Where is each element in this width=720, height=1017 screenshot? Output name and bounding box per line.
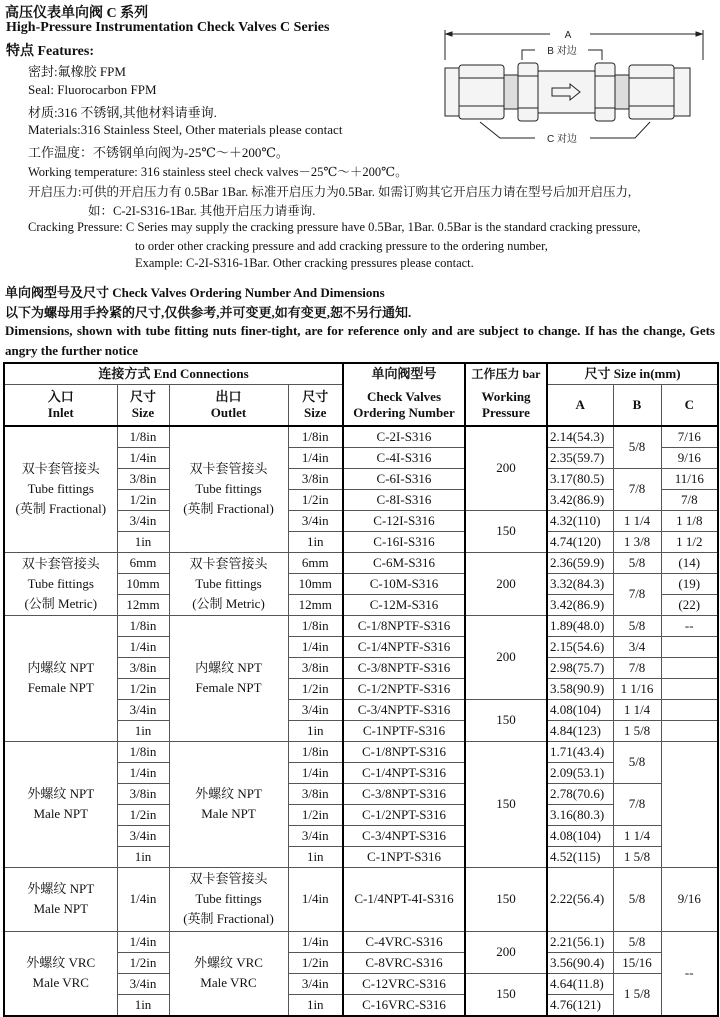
dim-a: 2.15(54.6) [547, 636, 613, 657]
dim-a: 4.32(110) [547, 510, 613, 531]
dim-c: 1 1/2 [661, 531, 718, 552]
inlet-size: 1/4in [117, 867, 169, 931]
outlet-type-female-npt [169, 615, 288, 741]
dim-c-empty [661, 699, 718, 720]
dim-b: 5/8 [613, 741, 661, 783]
ordering-number: C-8VRC-S316 [343, 952, 465, 973]
inlet-size: 1in [117, 531, 169, 552]
inlet-type-en: Female NPT [27, 680, 94, 695]
ordering-number: C-1/2NPT-S316 [343, 804, 465, 825]
inlet-size: 3/8in [117, 468, 169, 489]
dim-b: 5/8 [613, 552, 661, 573]
outlet-size: 3/4in [288, 973, 343, 994]
ordering-number: C-2I-S316 [343, 426, 465, 448]
inlet-size: 1/8in [117, 615, 169, 636]
dim-b: 1 5/8 [613, 973, 661, 1016]
title-cn: 高压仪表单向阀 C 系列 [5, 6, 149, 21]
inlet-type-en1: Tube fittings [27, 481, 94, 496]
inlet-size: 1/4in [117, 636, 169, 657]
inlet-type-en2: (公制 Metric) [24, 595, 98, 611]
ordering-number: C-6I-S316 [343, 468, 465, 489]
dim-c-header: C [661, 385, 718, 426]
inlet-size: 1/4in [117, 447, 169, 468]
inlet-size: 1/4in [117, 931, 169, 952]
dim-c: 11/16 [661, 468, 718, 489]
dim-c: 1 1/8 [661, 510, 718, 531]
pressure-header-cn: 工作压力 bar [465, 363, 547, 385]
inlet-header [4, 385, 117, 426]
table-row [4, 552, 718, 573]
ordering-number: C-12I-S316 [343, 510, 465, 531]
ordering-number: C-1/8NPT-S316 [343, 741, 465, 762]
ordering-number: C-1/4NPT-4I-S316 [343, 867, 465, 931]
outlet-size: 12mm [288, 594, 343, 615]
ordering-number: C-10M-S316 [343, 573, 465, 594]
cracking-en-1: Cracking Pressure: C Series may supply the cracking pressure have 0.5Bar, 1Bar. 0.5Bar is the standard cracking pressure, [28, 220, 641, 234]
dim-b: 1 1/4 [613, 825, 661, 846]
outlet-type-cn: 双卡套管接头 [189, 461, 268, 476]
dim-c-empty [661, 741, 718, 867]
dim-c: 7/8 [661, 489, 718, 510]
dim-a: 2.14(54.3) [547, 426, 613, 448]
outlet-type-cn: 双卡套管接头 [189, 871, 268, 886]
pressure-header [465, 385, 547, 426]
dim-c: (22) [661, 594, 718, 615]
dim-a: 4.74(120) [547, 531, 613, 552]
dim-a: 3.56(90.4) [547, 952, 613, 973]
inlet-type-female-npt [4, 615, 117, 741]
working-pressure: 150 [465, 973, 547, 1016]
dim-c: (14) [661, 552, 718, 573]
material-cn: 材质:316 不锈钢,其他材料请垂询. [28, 105, 217, 120]
inlet-type-fractional [4, 426, 117, 553]
pressure-header-en2: Pressure [482, 404, 530, 420]
dim-c-empty [661, 636, 718, 657]
dim-a: 2.09(53.1) [547, 762, 613, 783]
outlet-size: 3/4in [288, 510, 343, 531]
inlet-size: 1/2in [117, 952, 169, 973]
order-header-en2: Ordering Number [353, 404, 455, 420]
inlet-size: 3/8in [117, 783, 169, 804]
outlet-type-en1: Tube fittings [195, 481, 262, 496]
ordering-number: C-3/4NPTF-S316 [343, 699, 465, 720]
inlet-size: 6mm [117, 552, 169, 573]
inlet-size: 1/8in [117, 741, 169, 762]
outlet-size: 1/2in [288, 804, 343, 825]
dim-a: 4.52(115) [547, 846, 613, 867]
outlet-size: 1/4in [288, 636, 343, 657]
inlet-type-male-npt [4, 867, 117, 931]
dim-c: 9/16 [661, 867, 718, 931]
inlet-type-cn: 内螺纹 NPT [27, 660, 95, 675]
dim-a: 4.08(104) [547, 825, 613, 846]
outlet-size: 3/8in [288, 468, 343, 489]
dim-b: 5/8 [613, 867, 661, 931]
inlet-size: 1/2in [117, 678, 169, 699]
inlet-type-en2: (英制 Fractional) [15, 501, 107, 516]
outlet-size-header [288, 385, 343, 426]
dim-b: 3/4 [613, 636, 661, 657]
inlet-type-male-npt [4, 741, 117, 867]
inlet-type-cn: 外螺纹 NPT [27, 881, 95, 896]
features-label: 特点 Features: [6, 44, 94, 59]
dim-b: 1 5/8 [613, 720, 661, 741]
ordering-number: C-1/8NPTF-S316 [343, 615, 465, 636]
outlet-type-en: Female NPT [195, 680, 262, 695]
dim-b: 5/8 [613, 426, 661, 469]
ordering-number: C-1NPTF-S316 [343, 720, 465, 741]
inlet-type-male-vrc [4, 931, 117, 1016]
table-row [4, 867, 718, 931]
size-header-en: Size [304, 404, 327, 420]
inlet-type-en: Male NPT [33, 806, 89, 821]
inlet-size: 1in [117, 846, 169, 867]
dim-b: 1 5/8 [613, 846, 661, 867]
ordering-number: C-12VRC-S316 [343, 973, 465, 994]
size-header-cn: 尺寸 [302, 388, 329, 404]
dim-b-header: B [613, 385, 661, 426]
inlet-type-cn: 双卡套管接头 [21, 461, 100, 476]
dim-c: (19) [661, 573, 718, 594]
dim-b: 7/8 [613, 783, 661, 825]
inlet-header-en: Inlet [47, 404, 74, 420]
dim-a: 2.36(59.9) [547, 552, 613, 573]
dim-a: 3.58(90.9) [547, 678, 613, 699]
outlet-size: 3/4in [288, 825, 343, 846]
outlet-type-en: Male NPT [201, 806, 256, 821]
inlet-size: 1/2in [117, 804, 169, 825]
dim-c-empty [661, 720, 718, 741]
outlet-size: 3/8in [288, 783, 343, 804]
order-header-cn: 单向阀型号 [343, 363, 465, 385]
outlet-type-fractional [169, 867, 288, 931]
inlet-size: 1in [117, 994, 169, 1016]
pressure-header-en1: Working [481, 388, 531, 404]
ordering-number: C-1/2NPTF-S316 [343, 678, 465, 699]
inlet-size: 12mm [117, 594, 169, 615]
cracking-en-3: Example: C-2I-S316-1Bar. Other cracking pressures please contact. [135, 256, 474, 270]
dim-b: 7/8 [613, 468, 661, 510]
inlet-size: 1in [117, 720, 169, 741]
cracking-cn-2: 如：C-2I-S316-1Bar. 其他开启压力请垂询. [88, 204, 316, 218]
outlet-type-en2: (英制 Fractional) [183, 501, 274, 516]
outlet-type-en: Male VRC [200, 975, 257, 990]
outlet-size: 1/2in [288, 952, 343, 973]
seal-cn: 密封:氟橡胶 FPM [28, 64, 126, 79]
inlet-type-en1: Tube fittings [27, 575, 94, 591]
ordering-number: C-3/4NPT-S316 [343, 825, 465, 846]
temp-cn: 工作温度：不锈钢单向阀为-25℃～＋200℃。 [28, 145, 289, 160]
inlet-size: 3/4in [117, 825, 169, 846]
outlet-size: 1/4in [288, 867, 343, 931]
outlet-size: 1/8in [288, 741, 343, 762]
dim-c-empty [661, 678, 718, 699]
dimension-b-label: B 对边 [547, 46, 577, 57]
dim-b: 7/8 [613, 573, 661, 615]
dim-a: 4.76(121) [547, 994, 613, 1016]
title-en: High-Pressure Instrumentation Check Valves C Series [6, 20, 330, 35]
inlet-size: 1/8in [117, 426, 169, 448]
working-pressure: 150 [465, 867, 547, 931]
table-row [4, 615, 718, 636]
working-pressure: 200 [465, 552, 547, 615]
ordering-number: C-4I-S316 [343, 447, 465, 468]
inlet-size: 3/4in [117, 699, 169, 720]
outlet-size: 1/2in [288, 489, 343, 510]
outlet-size: 1/4in [288, 447, 343, 468]
dim-b: 7/8 [613, 657, 661, 678]
outlet-size: 1in [288, 846, 343, 867]
dim-c: 7/16 [661, 426, 718, 448]
outlet-size: 1/4in [288, 762, 343, 783]
working-pressure: 150 [465, 510, 547, 552]
outlet-size: 1in [288, 531, 343, 552]
table-row [4, 741, 718, 762]
dim-a: 3.32(84.3) [547, 573, 613, 594]
ordering-number: C-1NPT-S316 [343, 846, 465, 867]
ordering-number: C-8I-S316 [343, 489, 465, 510]
ordering-number: C-16I-S316 [343, 531, 465, 552]
table-row [4, 426, 718, 448]
check-valve-diagram [440, 28, 710, 148]
outlet-header-en: Outlet [210, 404, 247, 420]
outlet-type-en1: Tube fittings [195, 891, 262, 906]
order-header-en1: Check Valves [366, 388, 442, 404]
working-pressure: 150 [465, 699, 547, 741]
specs-table [3, 362, 719, 1017]
seal-en: Seal: Fluorocarbon FPM [28, 82, 157, 97]
inlet-type-cn: 外螺纹 NPT [27, 786, 95, 801]
dim-a: 2.35(59.7) [547, 447, 613, 468]
dim-b: 5/8 [613, 615, 661, 636]
end-connections-header: 连接方式 End Connections [4, 363, 343, 385]
dim-c-empty [661, 657, 718, 678]
inlet-type-en: Male NPT [33, 901, 89, 916]
outlet-type-metric [169, 552, 288, 615]
dim-a: 1.71(43.4) [547, 741, 613, 762]
outlet-size: 1/2in [288, 678, 343, 699]
outlet-size: 1in [288, 994, 343, 1016]
dim-c: -- [661, 615, 718, 636]
outlet-type-male-npt [169, 741, 288, 867]
working-pressure: 200 [465, 426, 547, 511]
temp-en: Working temperature: 316 stainless steel check valves－25℃～＋200℃。 [28, 165, 408, 179]
ordering-heading: 单向阀型号及尺寸 Check Valves Ordering Number And Dimensions [5, 285, 385, 300]
dim-a: 2.98(75.7) [547, 657, 613, 678]
dim-b: 15/16 [613, 952, 661, 973]
inlet-size: 3/4in [117, 510, 169, 531]
inlet-size: 1/2in [117, 489, 169, 510]
dimension-a-label: A [564, 30, 572, 41]
ordering-number: C-4VRC-S316 [343, 931, 465, 952]
dim-a: 2.22(56.4) [547, 867, 613, 931]
outlet-type-fractional [169, 426, 288, 553]
dim-a: 1.89(48.0) [547, 615, 613, 636]
inlet-size: 10mm [117, 573, 169, 594]
outlet-size: 10mm [288, 573, 343, 594]
ordering-number: C-1/4NPT-S316 [343, 762, 465, 783]
outlet-type-cn: 外螺纹 NPT [195, 786, 262, 801]
outlet-type-cn: 内螺纹 NPT [195, 660, 262, 675]
working-pressure: 200 [465, 931, 547, 973]
ordering-number: C-3/8NPT-S316 [343, 783, 465, 804]
outlet-size: 3/4in [288, 699, 343, 720]
dim-b: 1 1/16 [613, 678, 661, 699]
ordering-number: C-12M-S316 [343, 594, 465, 615]
dim-c: -- [661, 931, 718, 1016]
ordering-number: C-3/8NPTF-S316 [343, 657, 465, 678]
dim-a: 3.17(80.5) [547, 468, 613, 489]
order-header [343, 385, 465, 426]
size-group-header: 尺寸 Size in(mm) [547, 363, 718, 385]
dim-a: 4.84(123) [547, 720, 613, 741]
outlet-type-cn: 外螺纹 VRC [194, 955, 263, 970]
outlet-header-cn: 出口 [215, 388, 242, 404]
dim-a: 3.42(86.9) [547, 489, 613, 510]
table-row [4, 931, 718, 952]
dimension-c-label: C 对边 [547, 134, 577, 145]
dim-b: 1 3/8 [613, 531, 661, 552]
cracking-en-2: to order other cracking pressure and add cracking pressure to the ordering number, [135, 239, 548, 253]
outlet-type-en2: (公制 Metric) [192, 595, 265, 611]
inlet-size: 3/4in [117, 973, 169, 994]
working-pressure: 150 [465, 741, 547, 867]
outlet-type-en1: Tube fittings [195, 575, 262, 591]
dim-a: 4.64(11.8) [547, 973, 613, 994]
dim-a: 4.08(104) [547, 699, 613, 720]
inlet-type-cn: 双卡套管接头 [21, 555, 100, 571]
size-header-cn: 尺寸 [129, 388, 156, 404]
ordering-number: C-1/4NPTF-S316 [343, 636, 465, 657]
working-pressure: 200 [465, 615, 547, 699]
ordering-note-en: Dimensions, shown with tube fitting nuts finer-tight, are for reference only and are subject to change. If has the change, Gets angry the further notice [5, 323, 715, 358]
ordering-number: C-6M-S316 [343, 552, 465, 573]
material-en: Materials:316 Stainless Steel, Other materials please contact [28, 122, 343, 137]
outlet-header [169, 385, 288, 426]
dim-a: 2.21(56.1) [547, 931, 613, 952]
dim-a-header: A [547, 385, 613, 426]
inlet-header-cn: 入口 [47, 388, 74, 404]
cracking-cn-1: 开启压力:可供的开启压力有 0.5Bar 1Bar. 标准开启压力为0.5Bar. 如需订购其它开启压力请在型号后加开启压力, [28, 185, 632, 199]
outlet-type-cn: 双卡套管接头 [189, 555, 268, 571]
outlet-type-en2: (英制 Fractional) [183, 911, 274, 926]
ordering-note-cn: 以下为螺母用手拎紧的尺寸,仅供参考,并可变更,如有变更,恕不另行通知. [5, 305, 412, 320]
dim-b: 1 1/4 [613, 699, 661, 720]
outlet-size: 1/8in [288, 426, 343, 448]
size-header-en: Size [131, 404, 155, 420]
dim-a: 2.78(70.6) [547, 783, 613, 804]
inlet-type-metric [4, 552, 117, 615]
outlet-size: 6mm [288, 552, 343, 573]
inlet-size: 1/4in [117, 762, 169, 783]
inlet-size-header [117, 385, 169, 426]
dim-a: 3.16(80.3) [547, 804, 613, 825]
ordering-number: C-16VRC-S316 [343, 994, 465, 1016]
outlet-size: 3/8in [288, 657, 343, 678]
dim-b: 1 1/4 [613, 510, 661, 531]
inlet-type-cn: 外螺纹 VRC [26, 955, 96, 970]
dim-b: 5/8 [613, 931, 661, 952]
inlet-size: 3/8in [117, 657, 169, 678]
outlet-type-male-vrc [169, 931, 288, 1016]
dim-a: 3.42(86.9) [547, 594, 613, 615]
inlet-type-en: Male VRC [32, 975, 89, 990]
outlet-size: 1in [288, 720, 343, 741]
outlet-size: 1/8in [288, 615, 343, 636]
outlet-size: 1/4in [288, 931, 343, 952]
dim-c: 9/16 [661, 447, 718, 468]
